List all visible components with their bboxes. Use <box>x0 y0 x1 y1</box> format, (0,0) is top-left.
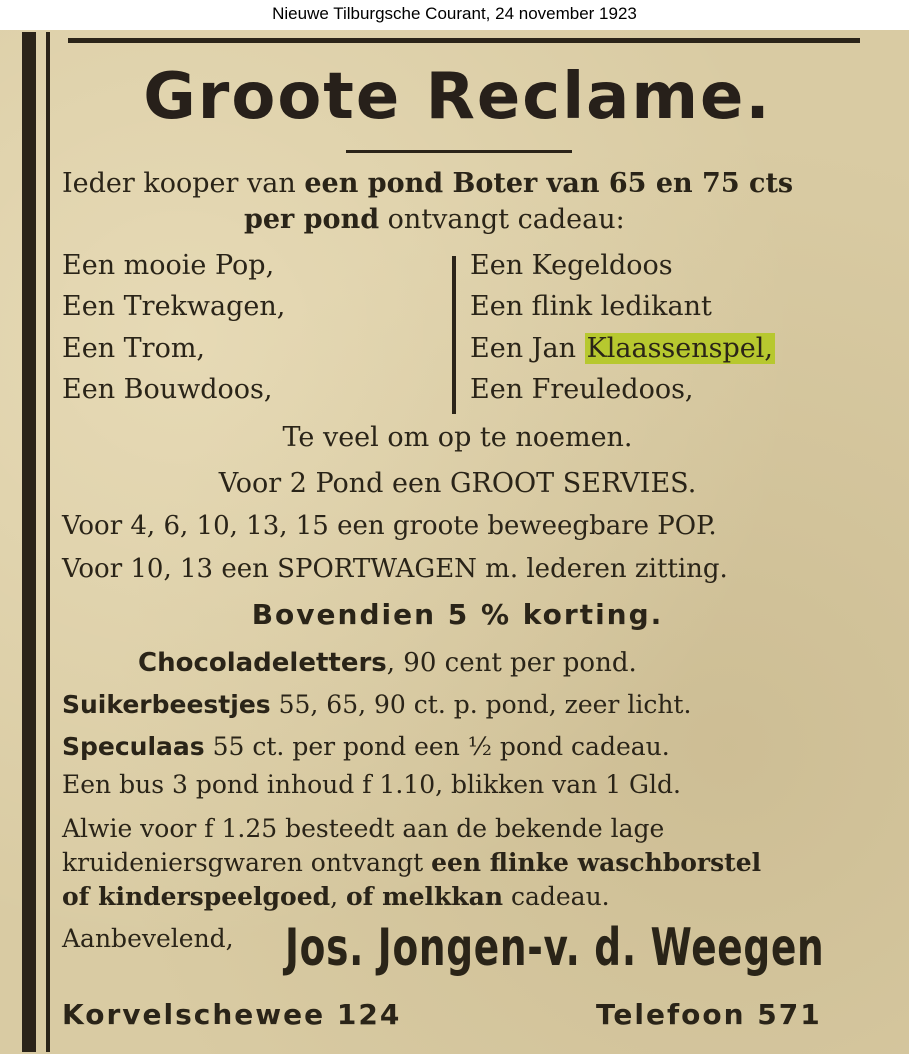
image-caption: Nieuwe Tilburgsche Courant, 24 november 1923 <box>0 0 909 30</box>
offer-sportwagen: Voor 10, 13 een SPORTWAGEN m. lederen zitting. <box>62 554 728 584</box>
newspaper-clipping <box>0 30 909 1054</box>
gift-left-4: Een Bouwdoos, <box>62 374 273 405</box>
bus-line: Een bus 3 pond inhoud f 1.10, blikken van 1 Gld. <box>62 770 681 799</box>
speculaas-price: 55 ct. per pond een ½ pond cadeau. <box>204 732 670 761</box>
top-border <box>68 38 860 43</box>
alwie-comma: , <box>330 882 346 911</box>
offer-servies: Voor 2 Pond een GROOT SERVIES. <box>218 468 697 499</box>
left-border-thick <box>22 32 36 1052</box>
speculaas-label: Speculaas <box>62 732 205 761</box>
column-divider <box>452 256 456 414</box>
shop-telephone: Telefoon 571 <box>596 998 822 1031</box>
intro-receives: ontvangt cadeau: <box>379 204 625 235</box>
gift-right-4: Een Freuledoos, <box>470 374 694 405</box>
speculaas-line <box>62 732 670 761</box>
too-many-line: Te veel om op te noemen. <box>282 422 633 453</box>
alwie-line-3 <box>62 882 610 911</box>
intro-butter-offer: een pond Boter van 65 en 75 cts <box>304 168 794 199</box>
offer-pop: Voor 4, 6, 10, 13, 15 een groote beweegbare POP. <box>62 511 717 541</box>
alwie-line-1: Alwie voor f 1.25 besteedt aan de bekende lage <box>62 814 665 843</box>
alwie-brush: een flinke waschborstel <box>431 848 762 877</box>
suiker-line <box>62 690 691 719</box>
choco-line <box>138 648 637 678</box>
discount-line: Bovendien 5 % korting. <box>251 598 664 631</box>
intro-per-pound: per pond <box>244 204 380 235</box>
alwie-goods: kruideniersgwaren ontvangt <box>62 848 432 877</box>
suiker-price: 55, 65, 90 ct. p. pond, zeer licht. <box>270 690 692 719</box>
gift-left-1: Een mooie Pop, <box>62 250 275 281</box>
gift-left-2: Een Trekwagen, <box>62 291 286 322</box>
intro-line-1 <box>62 168 793 199</box>
intro-text: Ieder kooper van <box>62 168 305 199</box>
shop-address: Korvelschewee 124 <box>62 998 402 1031</box>
highlighted-word: Klaassenspel, <box>586 333 773 364</box>
choco-label: Chocoladeletters <box>138 648 387 678</box>
gift-left-3: Een Trom, <box>62 333 206 364</box>
gift-right-1: Een Kegeldoos <box>470 250 673 281</box>
alwie-jug: of melkkan <box>346 882 504 911</box>
gift-right-2: Een flink ledikant <box>470 291 712 322</box>
suiker-label: Suikerbeestjes <box>62 690 271 719</box>
gift-jan: Een Jan <box>470 333 585 364</box>
gift-right-3 <box>470 333 775 364</box>
alwie-cadeau: cadeau. <box>503 882 610 911</box>
intro-line-2 <box>244 204 625 235</box>
title-divider <box>346 150 572 153</box>
ad-title: Groote Reclame. <box>143 60 772 134</box>
choco-price: , 90 cent per pond. <box>386 648 637 678</box>
left-border-thin <box>46 32 50 1052</box>
alwie-toys: of kinderspeelgoed <box>62 882 331 911</box>
alwie-line-2 <box>62 848 761 877</box>
shop-name: Jos. Jongen-v. d. Weegen <box>285 918 825 978</box>
aanbevelend: Aanbevelend, <box>62 924 234 953</box>
